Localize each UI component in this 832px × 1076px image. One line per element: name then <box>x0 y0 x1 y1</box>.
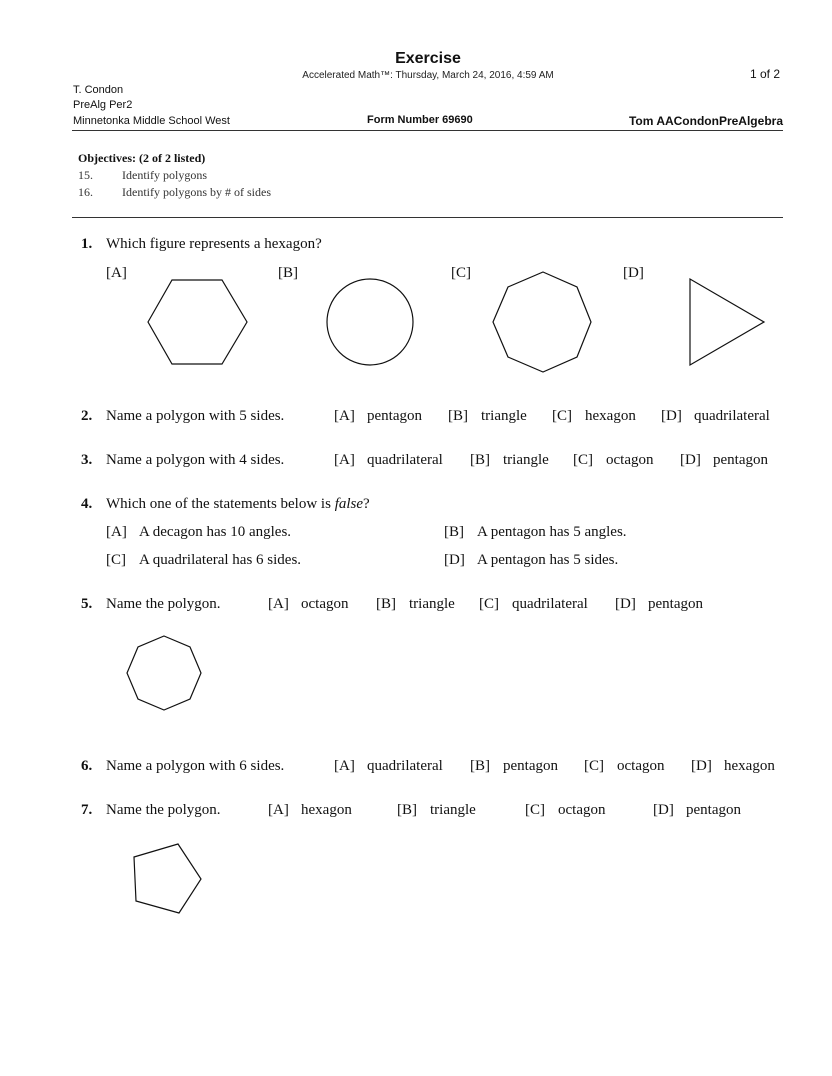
choice-label: [A] <box>106 524 127 540</box>
choice-label: [A] <box>268 802 289 818</box>
page-subtitle: Accelerated Math™: Thursday, March 24, 2016, 4:59 AM <box>302 70 554 81</box>
choice-label: [B] <box>376 596 396 612</box>
choice-text: triangle <box>481 408 527 424</box>
question-text: Name a polygon with 6 sides. <box>106 758 285 774</box>
choice-text: pentagon <box>686 802 741 818</box>
question-number: 1. <box>81 236 93 252</box>
question-number: 3. <box>81 452 93 468</box>
choice-label-a: [A] <box>106 265 127 281</box>
choice-text: quadrilateral <box>512 596 588 612</box>
choice-text: hexagon <box>301 802 352 818</box>
choice-text: octagon <box>301 596 349 612</box>
teacher-name: T. Condon <box>73 84 124 96</box>
choice-text: octagon <box>617 758 665 774</box>
choice-text: quadrilateral <box>367 452 443 468</box>
choice-text: hexagon <box>585 408 636 424</box>
choice-label: [B] <box>448 408 468 424</box>
choice-text: quadrilateral <box>694 408 770 424</box>
choice-label: [B] <box>444 524 464 540</box>
question-number: 4. <box>81 496 93 512</box>
choice-label: [B] <box>470 758 490 774</box>
pentagon-figure <box>134 844 201 913</box>
choice-label: [C] <box>552 408 572 424</box>
choice-label: [C] <box>584 758 604 774</box>
choice-label: [D] <box>444 552 465 568</box>
choice-label: [A] <box>334 408 355 424</box>
choice-label: [D] <box>661 408 682 424</box>
choice-label: [C] <box>479 596 499 612</box>
choice-text: pentagon <box>367 408 422 424</box>
student-name: Tom AACondonPreAlgebra <box>628 114 783 128</box>
choice-label-d: [D] <box>623 265 644 281</box>
choice-text: A pentagon has 5 angles. <box>477 524 627 540</box>
page-title: Exercise <box>395 50 461 67</box>
question-number: 7. <box>81 802 93 818</box>
form-number: Form Number 69690 <box>367 114 473 126</box>
choice-label: [B] <box>397 802 417 818</box>
objective-num: 16. <box>78 185 93 199</box>
question-number: 5. <box>81 596 93 612</box>
objective-num: 15. <box>78 168 93 182</box>
choice-label: [A] <box>334 758 355 774</box>
question-text: Name the polygon. <box>106 802 221 818</box>
choice-label-b: [B] <box>278 265 298 281</box>
choice-label: [C] <box>573 452 593 468</box>
choice-label: [D] <box>691 758 712 774</box>
question-text: Name a polygon with 5 sides. <box>106 408 285 424</box>
objective-text: Identify polygons <box>122 168 207 182</box>
question-number: 6. <box>81 758 93 774</box>
question-number: 2. <box>81 408 93 424</box>
page-number: 1 of 2 <box>749 67 780 81</box>
school-name: Minnetonka Middle School West <box>73 115 230 127</box>
choice-text: pentagon <box>503 758 558 774</box>
choice-label: [D] <box>653 802 674 818</box>
choice-text: A decagon has 10 angles. <box>139 524 292 540</box>
question-text-emphasis: false <box>334 496 364 512</box>
choice-text: quadrilateral <box>367 758 443 774</box>
choice-label: [C] <box>106 552 126 568</box>
choice-text: pentagon <box>648 596 703 612</box>
question-text: Which figure represents a hexagon? <box>106 236 322 252</box>
question-text: Name a polygon with 4 sides. <box>106 452 285 468</box>
choice-text: triangle <box>503 452 549 468</box>
choice-text: pentagon <box>713 452 768 468</box>
choice-label: [D] <box>615 596 636 612</box>
choice-text: octagon <box>558 802 606 818</box>
class-name: PreAlg Per2 <box>73 99 133 111</box>
choice-label: [A] <box>268 596 289 612</box>
choice-text: triangle <box>409 596 455 612</box>
question-text: Name the polygon. <box>106 596 221 612</box>
question-text-before: Which one of the statements below is <box>106 496 335 512</box>
choice-label: [D] <box>680 452 701 468</box>
choice-label: [A] <box>334 452 355 468</box>
choice-label: [B] <box>470 452 490 468</box>
choice-text: triangle <box>430 802 476 818</box>
question-text-after: ? <box>363 496 370 512</box>
choice-text: hexagon <box>724 758 775 774</box>
objective-text: Identify polygons by # of sides <box>122 185 271 199</box>
choice-label-c: [C] <box>451 265 471 281</box>
objectives-title: Objectives: (2 of 2 listed) <box>78 151 206 165</box>
choice-text: A pentagon has 5 sides. <box>477 552 619 568</box>
choice-text: A quadrilateral has 6 sides. <box>139 552 302 568</box>
choice-label: [C] <box>525 802 545 818</box>
choice-text: octagon <box>606 452 654 468</box>
